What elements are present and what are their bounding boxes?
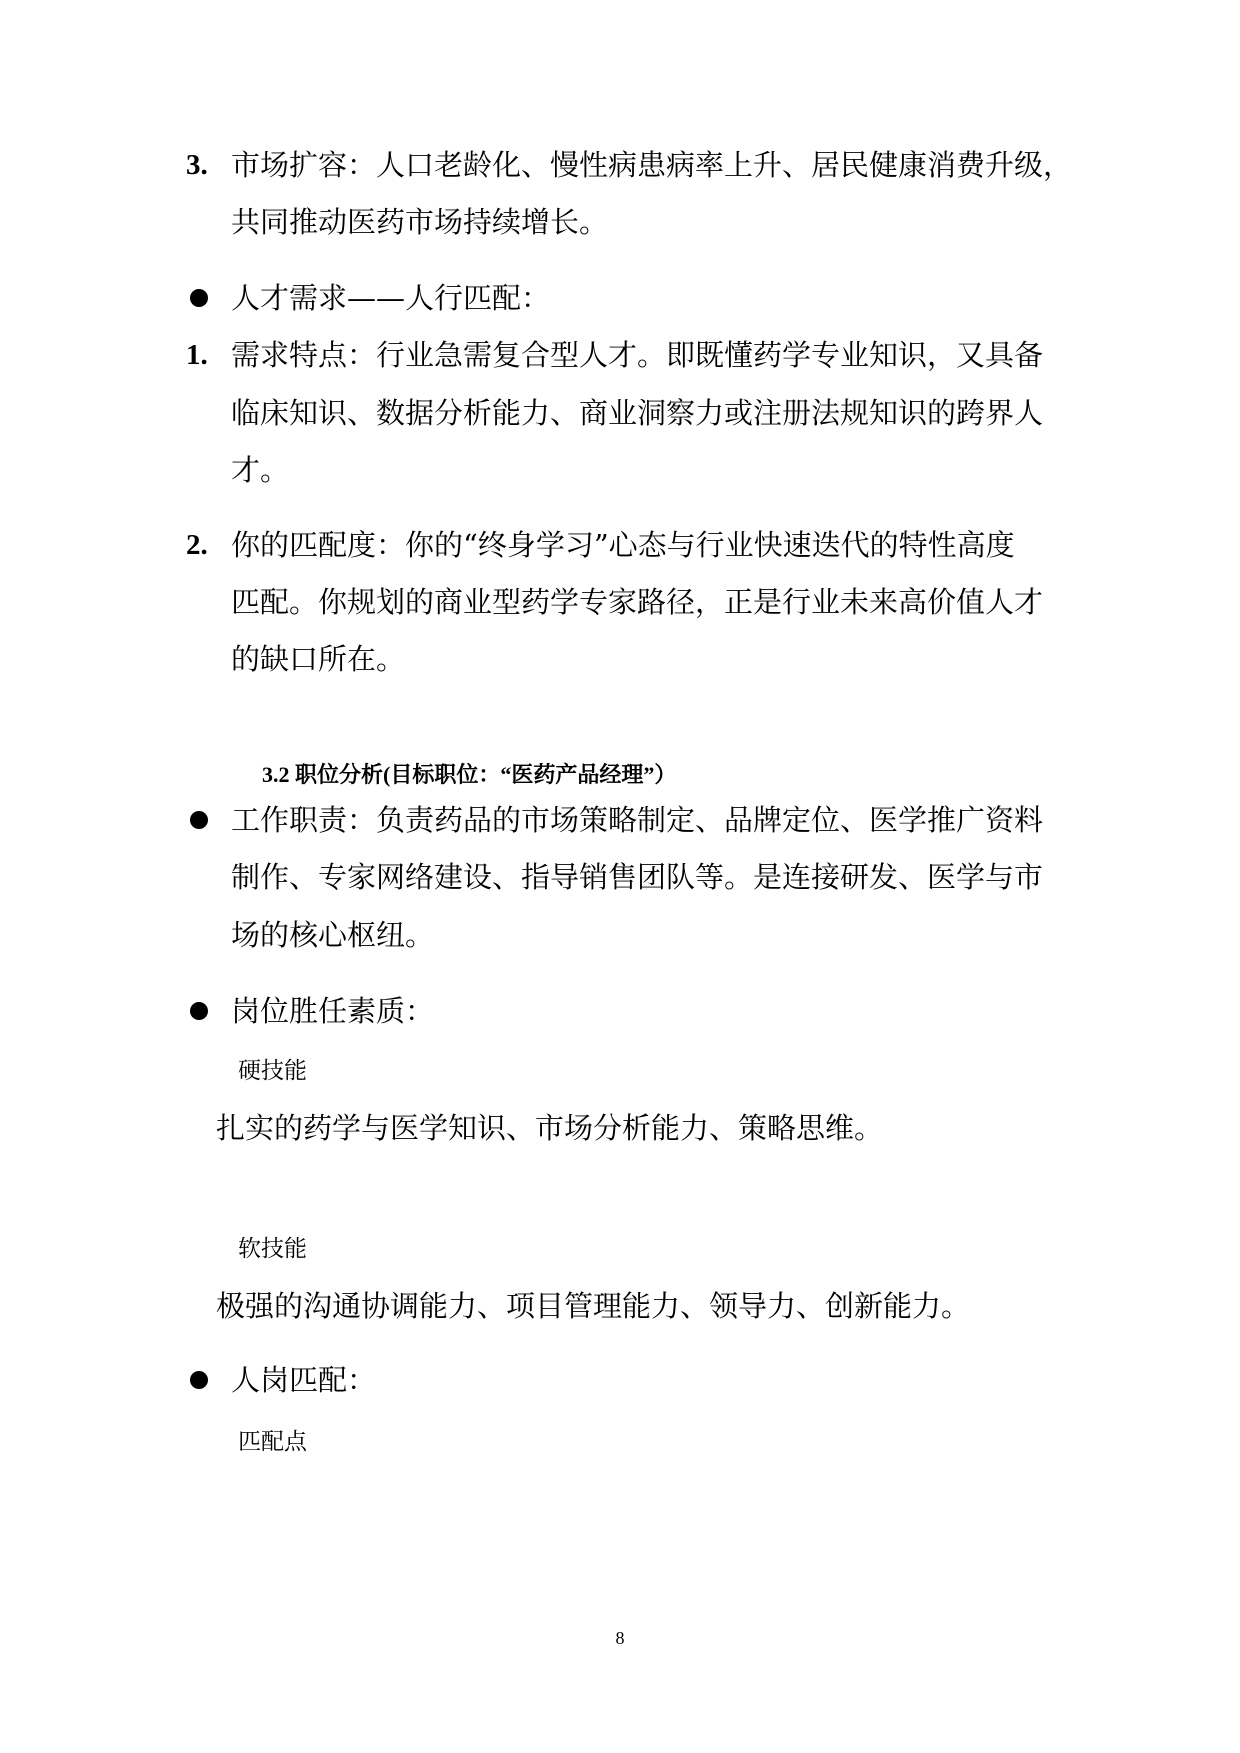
hard-skills-text: 扎实的药学与医学知识、市场分析能力、策略思维。	[216, 1111, 884, 1145]
competency-heading: 岗位胜任素质：	[231, 994, 435, 1028]
bullet-icon	[190, 811, 208, 829]
list-marker-2: 2.	[186, 529, 208, 561]
demand-features-line-1: 需求特点：行业急需复合型人才。即既懂药学专业知识，又具备	[231, 338, 1044, 372]
demand-features-line-3: 才。	[231, 453, 290, 487]
list-marker-1: 1.	[186, 339, 208, 371]
person-job-match-heading: 人岗匹配：	[231, 1363, 377, 1397]
duties-line-2: 制作、专家网络建设、指导销售团队等。是连接研发、医学与市	[231, 860, 1044, 894]
your-match-line-1: 你的匹配度：你的“终身学习”心态与行业快速迭代的特性高度	[231, 528, 1015, 562]
hard-skills-label: 硬技能	[238, 1058, 307, 1084]
bullet-icon	[190, 1002, 208, 1020]
talent-demand-heading: 人才需求——人行匹配：	[231, 281, 551, 315]
soft-skills-label: 软技能	[238, 1236, 307, 1262]
duties-line-1: 工作职责：负责药品的市场策略制定、品牌定位、医学推广资料	[231, 803, 1044, 837]
your-match-line-2: 匹配。你规划的商业型药学专家路径，正是行业未来高价值人才	[231, 585, 1044, 619]
duties-line-3: 场的核心枢纽。	[231, 918, 435, 952]
soft-skills-text: 极强的沟通协调能力、项目管理能力、领导力、创新能力。	[216, 1289, 971, 1323]
market-expansion-line-2: 共同推动医药市场持续增长。	[231, 205, 609, 239]
match-points-label: 匹配点	[238, 1429, 307, 1455]
demand-features-line-2: 临床知识、数据分析能力、商业洞察力或注册法规知识的跨界人	[231, 396, 1044, 430]
your-match-line-3: 的缺口所在。	[231, 642, 406, 676]
section-title: 3.2 职位分析(目标职位：“医药产品经理”）	[262, 762, 677, 787]
bullet-icon	[190, 1371, 208, 1389]
market-expansion-line-1: 市场扩容：人口老龄化、慢性病患病率上升、居民健康消费升级，	[231, 148, 1073, 182]
list-marker-3: 3.	[186, 149, 208, 181]
page-number: 8	[615, 1628, 625, 1648]
bullet-icon	[190, 289, 208, 307]
